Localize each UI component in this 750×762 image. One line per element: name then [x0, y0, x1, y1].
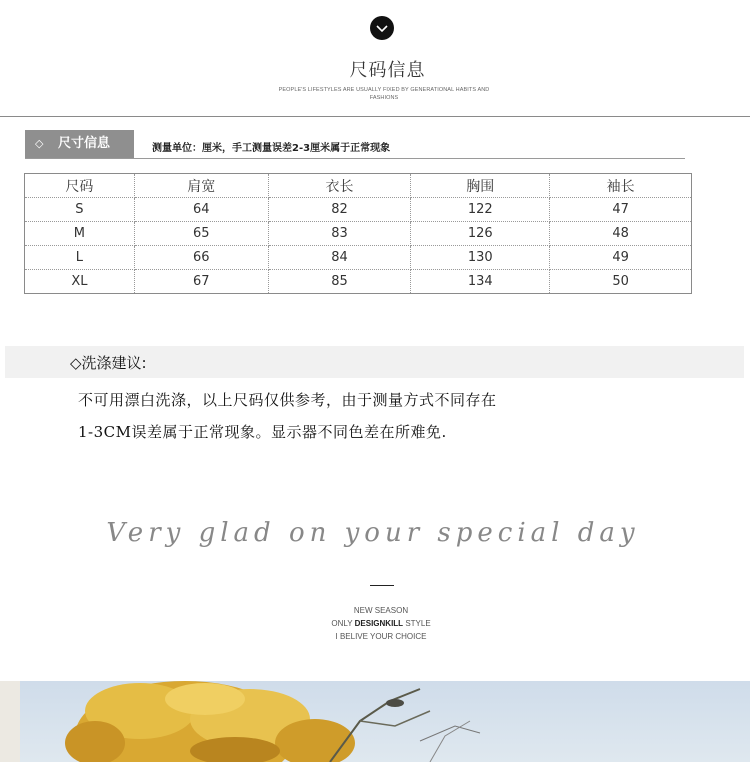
table-header-row — [25, 174, 692, 198]
table-cell: 48 — [550, 222, 692, 246]
table-cell: S — [25, 198, 135, 222]
brand-line — [300, 617, 462, 630]
table-cell: 84 — [268, 246, 411, 270]
brand-block — [300, 604, 462, 643]
table-cell: 85 — [268, 270, 411, 294]
divider — [25, 158, 685, 159]
table-cell: 66 — [134, 246, 268, 270]
table-cell: 50 — [612, 274, 629, 289]
table-header-cell: 袖长 — [550, 174, 692, 198]
table-cell: 126 — [411, 222, 550, 246]
table-row — [25, 270, 692, 294]
brand-line-suffix: STYLE — [405, 619, 431, 628]
table-header-cell: 肩宽 — [134, 174, 268, 198]
page-subtitle: PEOPLE'S LIFESTYLES ARE USUALLY FIXED BY GENERATIONAL HABITS AND FASHIONS — [278, 87, 490, 101]
divider — [0, 116, 750, 117]
table-cell: 64 — [134, 198, 268, 222]
wash-text-line: 1-3CM误差属于正常现象。显示器不同色差在所难免. — [78, 423, 447, 441]
table-row — [25, 246, 692, 270]
table-cell: 83 — [268, 222, 411, 246]
divider — [370, 585, 394, 586]
wash-title: ◇洗涤建议: — [70, 354, 147, 372]
table-cell: 47 — [550, 198, 692, 222]
table-cell: 130 — [411, 246, 550, 270]
size-info-banner — [25, 130, 134, 158]
table-cell: XL — [25, 270, 135, 294]
page-title: 尺码信息 — [349, 60, 426, 81]
brand-line-prefix: ONLY — [331, 619, 353, 628]
table-cell: 67 — [134, 270, 268, 294]
table-cell: M — [25, 222, 135, 246]
table-header-cell: 胸围 — [411, 174, 550, 198]
table-cell: 49 — [550, 246, 692, 270]
measurement-note: 测量单位：厘米，手工测量误差2-3厘米属于正常现象 — [152, 143, 391, 154]
table-cell: 122 — [411, 198, 550, 222]
table-header-cell: 衣长 — [268, 174, 411, 198]
script-slogan: Very glad on your special day — [106, 518, 640, 548]
diamond-icon: ◇ — [35, 137, 44, 150]
table-cell: 134 — [411, 270, 550, 294]
table-header-cell: 尺码 — [25, 174, 135, 198]
size-table — [24, 173, 692, 294]
table-row — [25, 222, 692, 246]
brand-line: NEW SEASON — [353, 606, 409, 615]
table-cell: L — [25, 246, 135, 270]
ginkgo-tree-photo — [0, 681, 750, 762]
brand-name: DESIGNKILL — [354, 619, 404, 628]
size-info-label: 尺寸信息 — [58, 136, 111, 151]
wash-text-line: 不可用漂白洗涤，以上尺码仅供参考，由于测量方式不同存在 — [78, 391, 497, 409]
table-cell: 82 — [268, 198, 411, 222]
table-row — [25, 198, 692, 222]
table-cell: 65 — [134, 222, 268, 246]
chevron-down-icon — [370, 16, 394, 40]
brand-line: I BELIVE YOUR CHOICE — [335, 632, 427, 641]
